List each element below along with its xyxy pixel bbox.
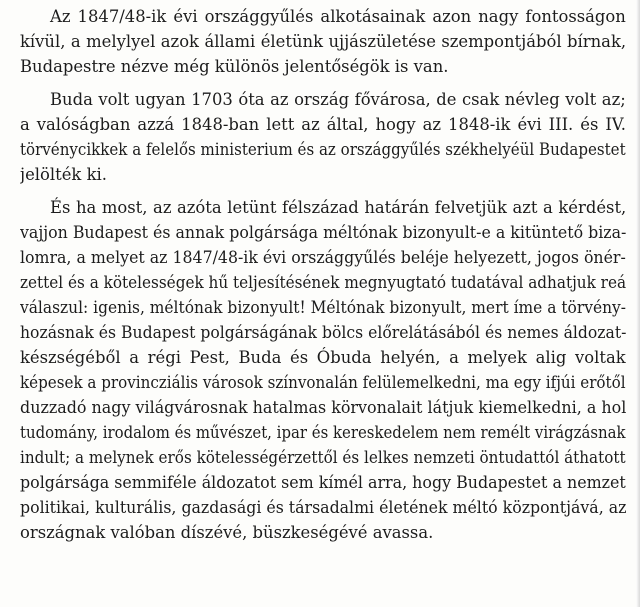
text-line: tudomány, irodalom és művészet, ipar és kereskedelem nem remélt virágzásnak — [20, 423, 626, 442]
text-line: duzzadó nagy világvárosnak hatalmas körvonalait látjuk kiemelkedni, a hol — [20, 398, 626, 417]
text-line: indult; a melynek erős kötelességérzettől és lelkes nemzeti öntudattól áthatott — [20, 448, 626, 467]
paragraph-1 — [20, 4, 626, 79]
text-line: képesek a provincziális városok színvonalán felülemelkedni, ma egy ifjúi erőtől — [20, 373, 626, 392]
text-line: Budapestre nézve még különös jelentőségök is van. — [20, 57, 449, 76]
text-line: jelölték ki. — [20, 165, 107, 184]
page-edge-shadow — [636, 0, 640, 607]
text-line: hozásnak és Budapest polgárságának bölcs előrelátásából és nemes áldozat- — [20, 323, 626, 342]
text-line: polgársága semmiféle áldozatot sem kímél arra, hogy Budapestet a nemzet — [20, 473, 626, 492]
text-line: a valóságban azzá 1848-ban lett az által, hogy az 1848-ik évi III. és IV. — [20, 115, 626, 134]
text-line: És ha most, az azóta letünt félszázad határán felvetjük azt a kérdést, — [50, 198, 626, 217]
text-line: kívül, a melylyel azok állami életünk ujjászületése szempontjából bírnak, — [20, 32, 626, 51]
text-line: készségéből a régi Pest, Buda és Óbuda helyén, a melyek alig voltak — [20, 348, 626, 367]
text-line: zettel és a kötelességek hű teljesítésének megnyugtató tudatával adhatjuk reá — [20, 273, 626, 292]
text-line: politikai, kulturális, gazdasági és társadalmi életének méltó központjává, az — [20, 498, 626, 517]
paragraph-2 — [20, 87, 626, 187]
text-line: válaszul: igenis, méltónak bizonyult! Méltónak bizonyult, mert íme a törvény- — [20, 298, 626, 317]
text-line: Az 1847/48-ik évi országgyűlés alkotásainak azon nagy fontosságon — [50, 7, 626, 26]
text-line: lomra, a melyet az 1847/48-ik évi országgyűlés beléje helyezett, jogos önér- — [20, 248, 626, 267]
text-line: vajjon Budapest és annak polgársága méltónak bizonyult-e a kitüntető biza- — [20, 223, 626, 242]
text-line: Buda volt ugyan 1703 óta az ország fővárosa, de csak névleg volt az; — [50, 90, 626, 109]
paragraph-3 — [20, 195, 626, 545]
text-line: országnak valóban díszévé, büszkeségévé avassa. — [20, 523, 434, 542]
text-line: törvénycikkek a felelős ministerium és az országgyűlés székhelyéül Budapestet — [20, 140, 626, 159]
